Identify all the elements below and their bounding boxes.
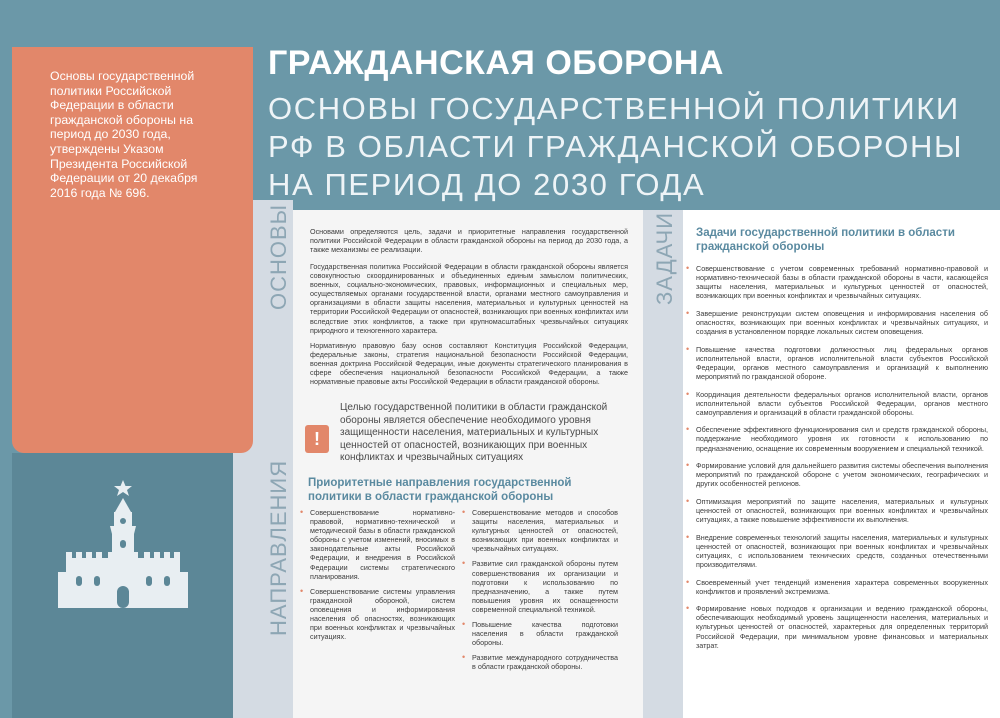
osnovy-paragraph-3: Нормативную правовую базу основ составляют Конституция Российской Федерации, федеральные законы, стратегия национальной безопасности Российской Федерации, военная доктрина Российской Федерации, иные документы стратегического планирования в сфере обеспечения национальной безопасности Российской Федерации, а также нормативные правовые акты Российской Федерации в области гражданской обороны. [310, 341, 628, 387]
list-item: • Координация деятельности федеральных органов исполнительной власти, органов исполнительной власти субъектов Российской Федерации, органов местного самоуправления и организаций в области гражданской обороны. [686, 390, 988, 417]
tasks-heading: Задачи государственной политики в области гражданской обороны [696, 227, 955, 253]
list-item: • Совершенствование с учетом современных требований нормативно-правовой и нормативно-технической базы в области гражданской обороны в части, касающейся защиты населения, материальных и культурных ценностей от опасностей, возникающих при военных конфликтах и чрезвычайных ситуациях. [686, 264, 988, 300]
exclamation-icon: ! [305, 425, 329, 453]
page-title: ГРАЖДАНСКАЯ ОБОРОНА [268, 44, 724, 82]
priorities-list-right [462, 508, 618, 678]
document-reference-card [12, 47, 253, 453]
tasks-list [686, 264, 988, 658]
list-item: • Обеспечение эффективного функционирования сил и средств гражданской обороны, поддержание необходимого уровня их готовности к использованию по предназначению, оснащение их современным вооружением и специальной техникой. [686, 425, 988, 452]
page-subtitle: ОСНОВЫ ГОСУДАРСТВЕННОЙ ПОЛИТИКИ РФ В ОБЛАСТИ ГРАЖДАНСКОЙ ОБОРОНЫ НА ПЕРИОД ДО 2030 ГОДА [268, 91, 963, 202]
section-label-osnovy: ОСНОВЫ [266, 203, 291, 310]
section-label-napravleniya: НАПРАВЛЕНИЯ [266, 459, 291, 636]
list-item: • Повышение качества подготовки должностных лиц федеральных органов исполнительной власти, органов исполнительной власти субъектов Российской Федерации, органов местного самоуправления и организаций к выполнению мероприятий по гражданской обороне. [686, 345, 988, 381]
list-item: • Развитие сил гражданской обороны путем совершенствования их организации и подготовки к использованию по предназначению, а также путем повышения уровня их оснащенности современной специальной техникой. [462, 559, 618, 614]
list-item: • Оптимизация мероприятий по защите населения, материальных и культурных ценностей от опасностей, возникающих при военных конфликтах и чрезвычайных ситуациях, а также повышение эффективности их выполнения. [686, 497, 988, 524]
section-label-zadachi: ЗАДАЧИ [652, 211, 677, 305]
list-item: • Повышение качества подготовки населения в области гражданской обороны. [462, 620, 618, 647]
list-item: • Совершенствование системы управления гражданской обороной, систем оповещения и информирования населения об опасностях, возникающих при военных конфликтах и чрезвычайных ситуациях. [300, 587, 455, 642]
priorities-heading: Приоритетные направления государственной политики в области гражданской обороны [308, 477, 572, 503]
kremlin-tower-icon [58, 478, 188, 608]
priorities-list-left [300, 508, 455, 647]
list-item: • Совершенствование нормативно-правовой, нормативно-технической и методической базы в области гражданской обороны с учетом изменений, вносимых в законодательные акты Российской Федерации, и внедрения в Российской Федерации системы стратегического планирования. [300, 508, 455, 581]
list-item: • Совершенствование методов и способов защиты населения, материальных и культурных ценностей от опасностей, возникающих при военных конфликтах и чрезвычайных ситуациях. [462, 508, 618, 553]
list-item: • Формирование условий для дальнейшего развития системы обеспечения выполнения мероприятий по гражданской обороне с учетом экономических, географических и других особенностей регионов. [686, 461, 988, 488]
osnovy-paragraph-2: Государственная политика Российской Федерации в области гражданской обороны является совокупностью скоординированных и объединенных единым замыслом политических, военных, социально-экономических, правовых, информационных и специальных мер, осуществляемых органами государственной власти, органами местного самоуправления и организациями в области защиты населения, материальных и культурных ценностей на территории Российской Федерации от опасностей, возникающих при военных конфликтах или вследствие этих конфликтов, а также при крупномасштабных чрезвычайных ситуациях природного и техногенного характера. [310, 262, 628, 335]
document-reference-text: Основы государственной политики Российской Федерации в области гражданской обороны на период до 2030 года, утверждены Указом Президента Российской Федерации от 20 декабря 2016 года № 696. [50, 69, 198, 200]
goal-callout-text: Целью государственной политики в области гражданской обороны является обеспечение необходимого уровня защищенности населения, материальных и культурных ценностей от опасностей, возникающих при военных конфликтах и чрезвычайных ситуациях [340, 402, 608, 464]
list-item: • Внедрение современных технологий защиты населения, материальных и культурных ценностей от опасностей, возникающих при военных конфликтах и чрезвычайных ситуациях, с использованием технических средств, созданных отечественными производителями. [686, 533, 988, 569]
list-item: • Завершение реконструкции систем оповещения и информирования населения об опасностях, возникающих при военных конфликтах и чрезвычайных ситуациях, и создания в установленном порядке локальных систем оповещения. [686, 309, 988, 336]
list-item: • Формирование новых подходов к организации и ведению гражданской обороны, обеспечивающих необходимый уровень защищенности населения, материальных и культурных ценностей от опасностей, характерных для определенных территорий Российской Федерации, при минимальном уровне финансовых и материальных затрат. [686, 604, 988, 649]
list-item: • Своевременный учет тенденций изменения характера современных вооруженных конфликтов и проявлений экстремизма. [686, 578, 988, 596]
list-item: • Развитие международного сотрудничества в области гражданской обороны. [462, 653, 618, 671]
osnovy-paragraph-1: Основами определяются цель, задачи и приоритетные направления государственной политики Российской Федерации в области гражданской обороны на период до 2030 года, а также механизмы ее реализации. [310, 227, 628, 255]
